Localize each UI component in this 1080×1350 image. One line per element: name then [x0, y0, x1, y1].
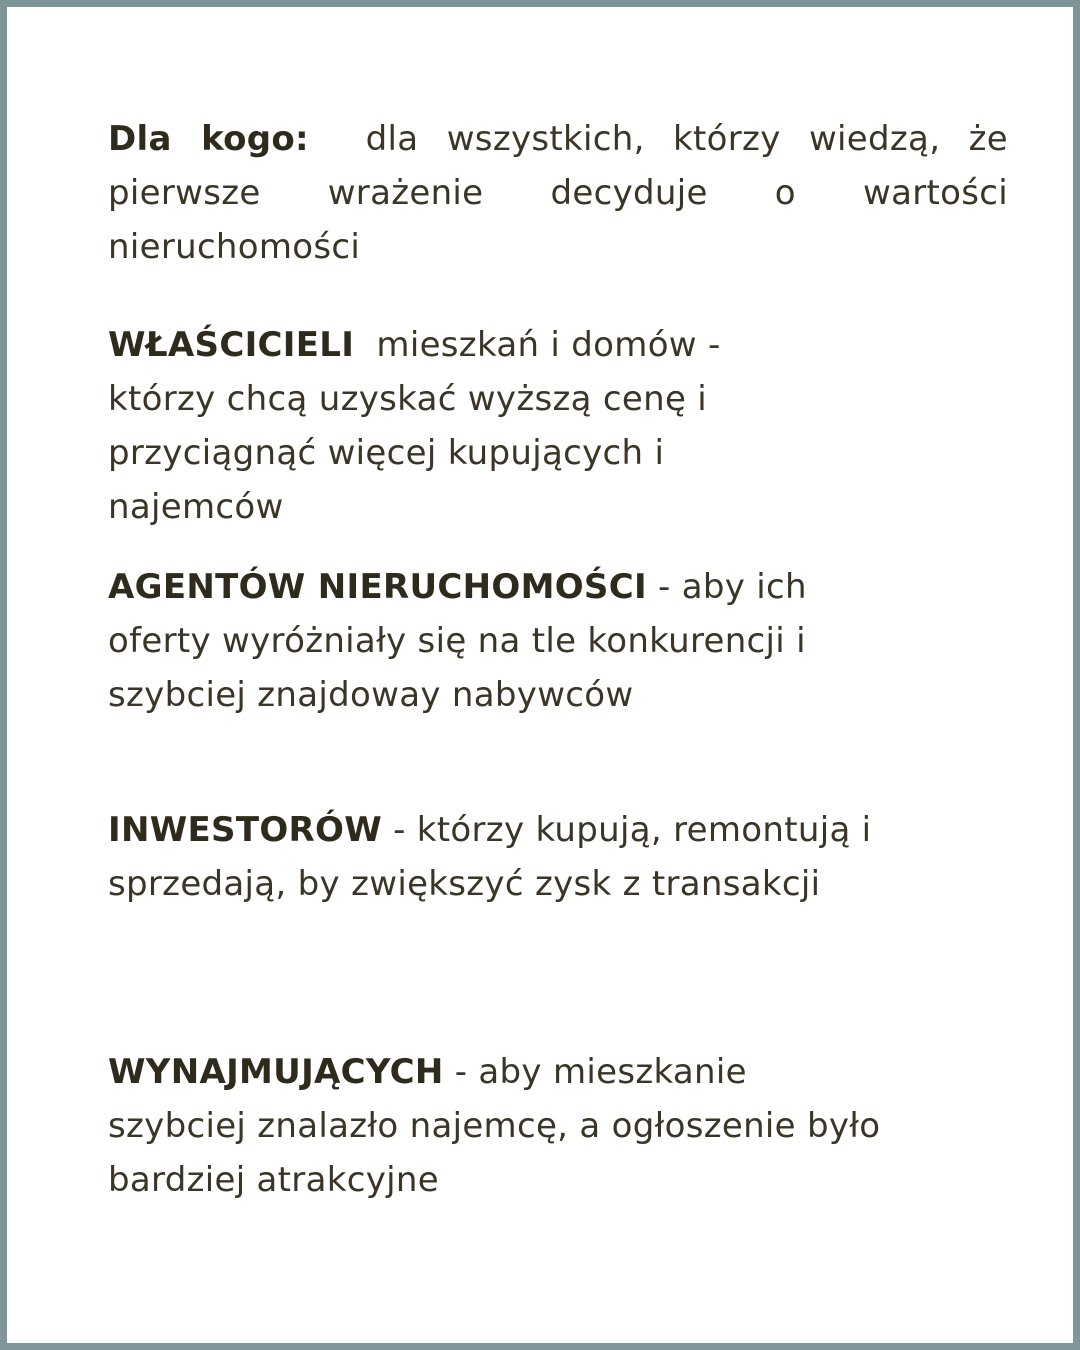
audience-investors-heading: INWESTORÓW — [108, 810, 383, 850]
intro-label: Dla kogo: — [108, 119, 309, 159]
intro-paragraph — [108, 112, 1008, 274]
audience-owners — [108, 318, 828, 534]
audience-investors-text: - którzy kupują, remontują i sprzedają, by zwiększyć zysk z transakcji — [108, 810, 872, 904]
audience-agents — [108, 560, 898, 722]
intro-text: dla wszystkich, którzy wiedzą, że pierwsze wrażenie decyduje o wartości nieruchomości — [108, 119, 1008, 267]
audience-owners-text: mieszkań i domów - którzy chcą uzyskać wyższą cenę i przyciągnąć więcej kupujących i najemców — [108, 325, 721, 527]
audience-renters-heading: WYNAJMUJĄCYCH — [108, 1052, 444, 1092]
audience-renters — [108, 1045, 888, 1207]
audience-investors — [108, 803, 908, 911]
audience-renters-text: - aby mieszkanie szybciej znalazło najemcę, a ogłoszenie było bardziej atrakcyjne — [108, 1052, 881, 1200]
audience-owners-heading: WŁAŚCICIELI — [108, 325, 355, 365]
audience-agents-heading: AGENTÓW NIERUCHOMOŚCI — [108, 567, 647, 607]
audience-agents-text: - aby ich oferty wyróżniały się na tle konkurencji i szybciej znajdoway nabywców — [108, 567, 807, 715]
